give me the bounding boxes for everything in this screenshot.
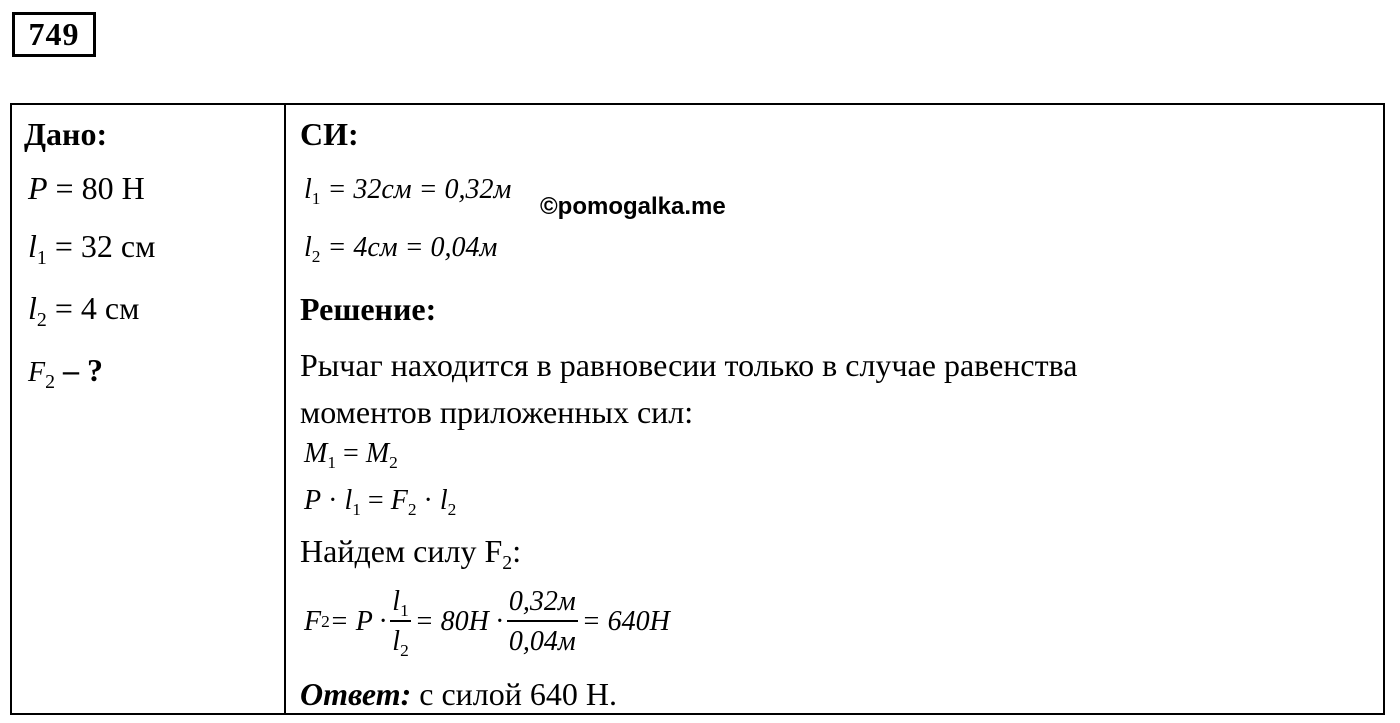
si-arm-2: $l_2 = 4см = 0,04м$ [304,232,498,267]
given-heading: Дано: [24,116,108,152]
equation-lever: $P \cdot l_1 = F_2 \cdot l_2$ [304,485,457,520]
given-weight: P = 80 Н [28,170,145,206]
given-arm-2: $l_2 = 4$ см [28,290,140,331]
fraction-values: $\frac{0,32м}{0,04м}$ [508,586,576,657]
problem-number: 749 [12,12,96,57]
solution-heading: Решение: [300,291,437,327]
given-arm-1: $l_1 = 32$ см [28,228,156,269]
answer-line: Ответ: с силой 640 Н. [300,676,617,712]
watermark: ©pomogalka.me [540,193,726,220]
equation-moments: $M_1 = M_2$ [304,438,398,473]
final-formula: F 2 = P · $\frac{l_1}{l_2}$ = 80H · $\frac{0,32м}{0,04м}$ = 640H [304,586,670,661]
given-unknown: $F_2$ – ? [28,352,104,393]
si-heading: СИ: [300,116,359,152]
column-divider [284,103,286,715]
fraction-arms: $\frac{l_1}{l_2}$ [392,586,409,661]
si-arm-1: $l_1 = 32см = 0,32м$ [304,174,512,209]
solution-text-line-1: Рычаг находится в равновесии только в случае равенства [300,347,1078,383]
solution-text-line-2: моментов приложенных сил: [300,394,694,430]
find-force-text: Найдем силу $F_2$: [300,533,522,574]
